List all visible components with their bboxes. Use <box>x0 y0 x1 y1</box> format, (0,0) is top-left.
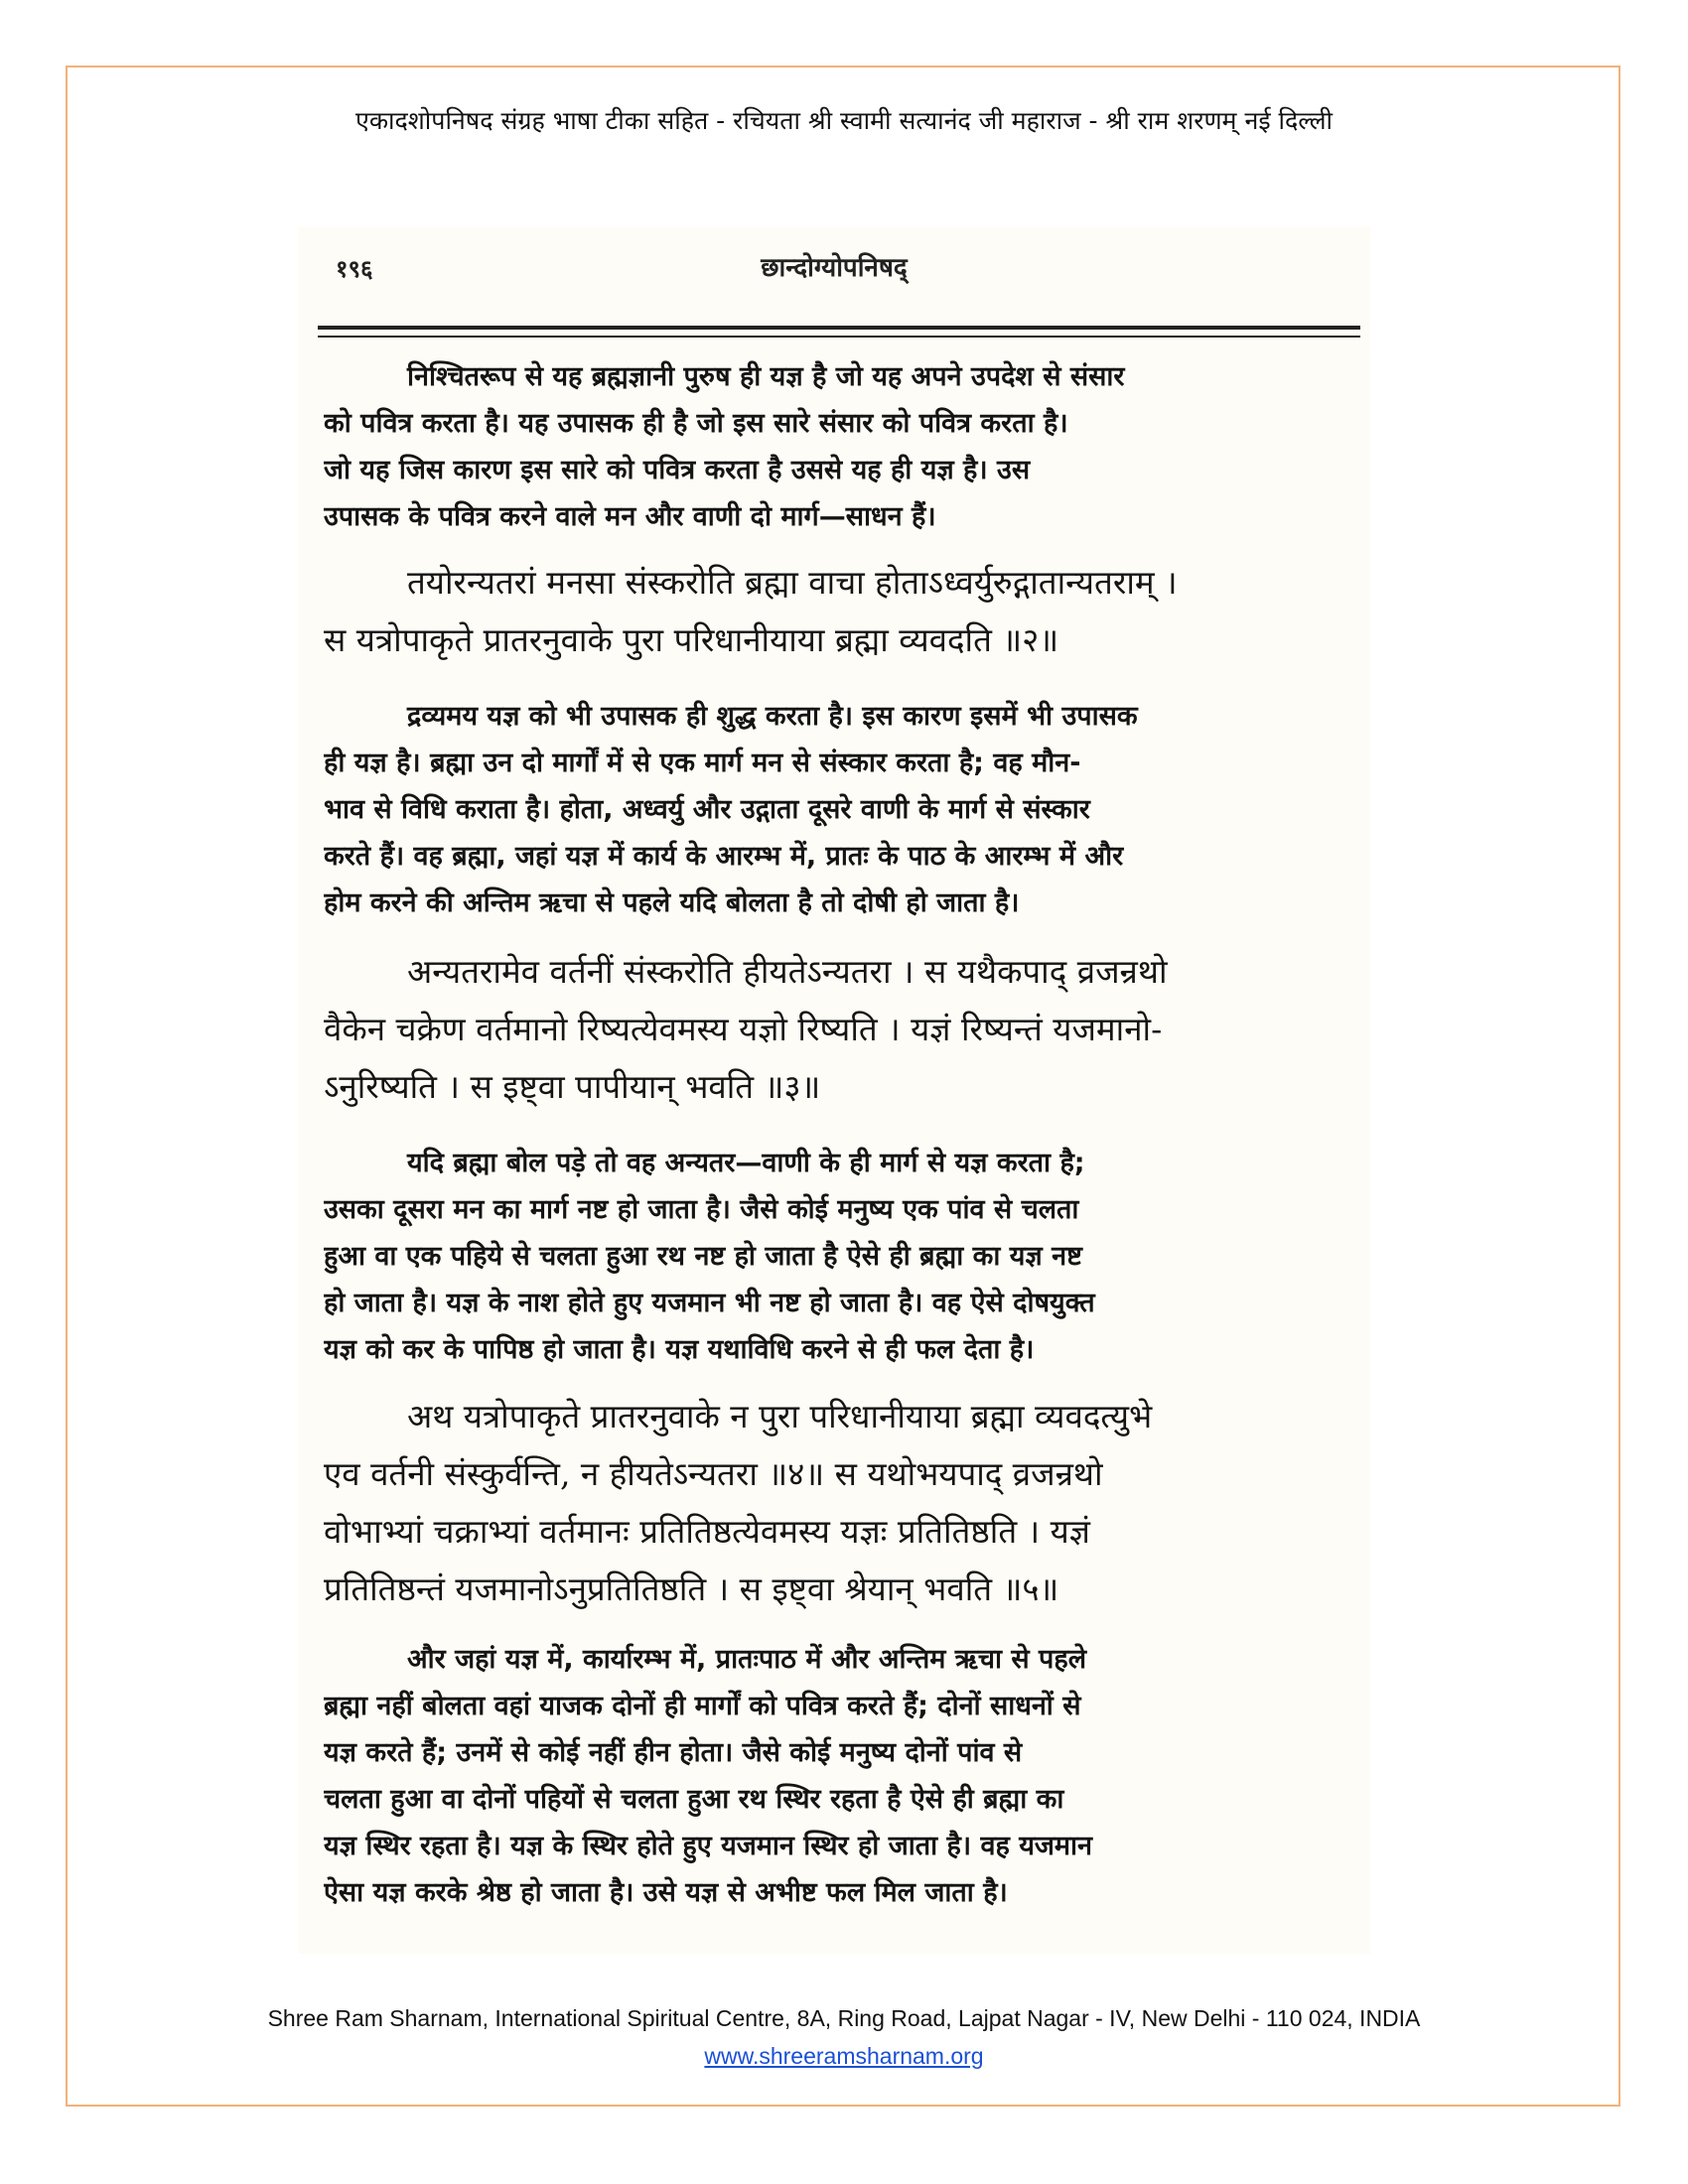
sanskrit-verse <box>324 1388 1360 1618</box>
text-line: करते हैं। वह ब्रह्मा, जहां यज्ञ में कार्य के आरम्भ में, प्रातः के पाठ के आरम्भ में और <box>324 841 1124 872</box>
text-line: यज्ञ करते हैं; उनमें से कोई नहीं हीन होता। जैसे कोई मनुष्य दोनों पांव से <box>324 1737 1023 1768</box>
text-line: चलता हुआ वा दोनों पहियों से चलता हुआ रथ स्थिर रहता है ऐसे ही ब्रह्मा का <box>324 1784 1064 1815</box>
verse-line: अथ यत्रोपाकृते प्रातरनुवाके न पुरा परिधानीयाया ब्रह्मा व्यवदत्युभे <box>407 1397 1153 1435</box>
text-line: होम करने की अन्तिम ऋचा से पहले यदि बोलता है तो दोषी हो जाता है। <box>324 887 1020 918</box>
commentary-paragraph <box>324 353 1360 540</box>
commentary-paragraph <box>324 693 1360 926</box>
text-line: उपासक के पवित्र करने वाले मन और वाणी दो मार्ग—साधन हैं। <box>324 501 936 532</box>
text-line: हो जाता है। यज्ञ के नाश होते हुए यजमान भी नष्ट हो जाता है। वह ऐसे दोषयुक्त <box>324 1288 1095 1318</box>
text-line: यदि ब्रह्मा बोल पड़े तो वह अन्यतर—वाणी के ही मार्ग से यज्ञ करता है; <box>407 1148 1085 1178</box>
text-line: यज्ञ स्थिर रहता है। यज्ञ के स्थिर होते हुए यजमान स्थिर हो जाता है। वह यजमान <box>324 1831 1093 1861</box>
verse-line: प्रतितिष्ठन्तं यजमानोऽनुप्रतितिष्ठति । स इष्ट्वा श्रेयान् भवति ॥५॥ <box>324 1570 1059 1608</box>
website-link[interactable]: www.shreeramsharnam.org <box>704 2043 984 2069</box>
verse-line: तयोरन्यतरां मनसा संस्करोति ब्रह्मा वाचा होताऽध्वर्युरुद्गातान्यतराम् । <box>407 563 1178 602</box>
running-title: छान्दोग्योपनिषद् <box>761 253 908 283</box>
verse-line: वैकेन चक्रेण वर्तमानो रिष्यत्येवमस्य यज्ञो रिष्यति । यज्ञं रिष्यन्तं यजमानो- <box>324 1010 1163 1048</box>
verse-line: ऽनुरिष्यति । स इष्ट्वा पापीयान् भवति ॥३॥ <box>324 1067 821 1106</box>
commentary-paragraph <box>324 1636 1360 1916</box>
text-line: यज्ञ को कर के पापिष्ठ हो जाता है। यज्ञ यथाविधि करने से ही फल देता है। <box>324 1334 1035 1365</box>
sanskrit-verse <box>324 943 1360 1116</box>
verse-line: स यत्रोपाकृते प्रातरनुवाके पुरा परिधानीयाया ब्रह्मा व्यवदति ॥२॥ <box>324 620 1059 659</box>
commentary-paragraph <box>324 1140 1360 1373</box>
verse-line: वोभाभ्यां चक्राभ्यां वर्तमानः प्रतितिष्ठत्येवमस्य यज्ञः प्रतितिष्ठति । यज्ञं <box>324 1512 1090 1551</box>
header-rule-thick <box>318 326 1360 330</box>
scanned-page <box>298 226 1370 1954</box>
text-line: निश्चितरूप से यह ब्रह्मज्ञानी पुरुष ही यज्ञ है जो यह अपने उपदेश से संसार <box>407 361 1125 392</box>
sanskrit-verse <box>324 554 1360 669</box>
header-rule-thin <box>318 336 1360 338</box>
page-number: १९६ <box>336 254 373 283</box>
text-line: और जहां यज्ञ में, कार्यारम्भ में, प्रातःपाठ में और अन्तिम ऋचा से पहले <box>407 1644 1087 1675</box>
text-line: ही यज्ञ है। ब्रह्मा उन दो मार्गों में से एक मार्ग मन से संस्कार करता है; वह मौन- <box>324 748 1081 778</box>
verse-line: अन्यतरामेव वर्तनीं संस्करोति हीयतेऽन्यतरा । स यथैकपाद् व्रजन्रथो <box>407 952 1168 991</box>
text-line: उसका दूसरा मन का मार्ग नष्ट हो जाता है। जैसे कोई मनुष्य एक पांव से चलता <box>324 1194 1079 1225</box>
text-line: भाव से विधि कराता है। होता, अध्वर्यु और उद्गाता दूसरे वाणी के मार्ग से संस्कार <box>324 794 1090 825</box>
text-line: जो यह जिस कारण इस सारे को पवित्र करता है उससे यह ही यज्ञ है। उस <box>324 455 1031 485</box>
text-line: ब्रह्मा नहीं बोलता वहां याजक दोनों ही मार्गों को पवित्र करते हैं; दोनों साधनों से <box>324 1691 1081 1721</box>
text-line: द्रव्यमय यज्ञ को भी उपासक ही शुद्ध करता है। इस कारण इसमें भी उपासक <box>407 701 1138 732</box>
verse-line: एव वर्तनी संस्कुर्वन्ति, न हीयतेऽन्यतरा ॥४॥ स यथोभयपाद् व्रजन्रथो <box>324 1454 1103 1493</box>
footer-address: Shree Ram Sharnam, International Spiritual Centre, 8A, Ring Road, Lajpat Nagar - IV, New Delhi - 110 024, INDIA <box>267 2005 1421 2031</box>
text-line: ऐसा यज्ञ करके श्रेष्ठ हो जाता है। उसे यज्ञ से अभीष्ट फल मिल जाता है। <box>324 1877 1008 1908</box>
text-line: को पवित्र करता है। यह उपासक ही है जो इस सारे संसार को पवित्र करता है। <box>324 408 1068 439</box>
book-header: एकादशोपनिषद संग्रह भाषा टीका सहित - रचियता श्री स्वामी सत्यानंद जी महाराज - श्री राम शरणम् नई दिल्ली <box>355 106 1333 135</box>
text-line: हुआ वा एक पहिये से चलता हुआ रथ नष्ट हो जाता है ऐसे ही ब्रह्मा का यज्ञ नष्ट <box>324 1241 1082 1272</box>
